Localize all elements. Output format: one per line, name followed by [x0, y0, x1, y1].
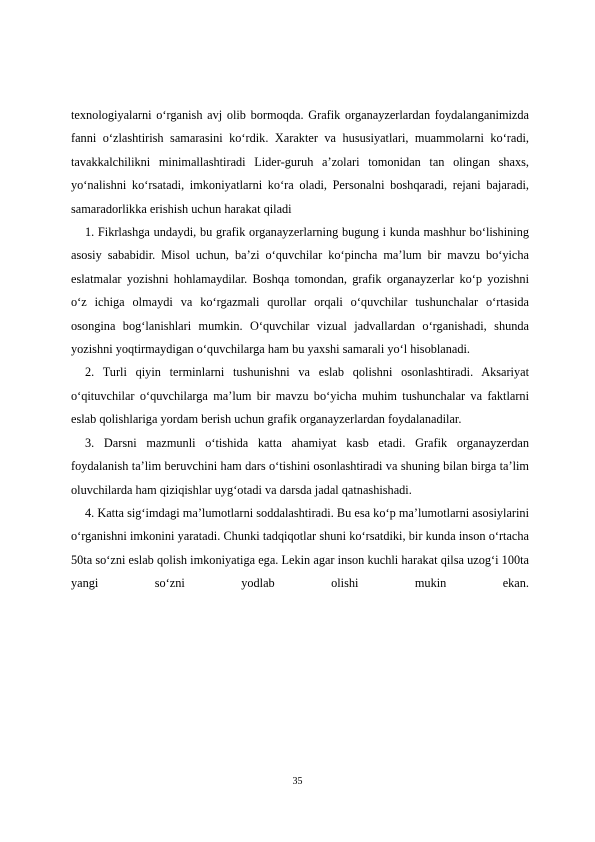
paragraph-intro: texnologiyalarni o‘rganish avj olib bormoqda. Grafik organayzerlardan foydalanganimizda fanni o‘zlashtirish samarasini ko‘rdik. Xarakter va hususiyatlari, muammolarni ko‘radi, tavakkalchilikni minimallashtiradi Lider-guruh a’zolari tomonidan tan olingan shaxs, yo‘nalishni ko‘rsatadi, imkoniyatlarni ko‘ra oladi, Personalni boshqaradi, rejani bajaradi, samaradorlikka erishish uchun harakat qiladi	[71, 108, 529, 216]
paragraph-item-3: 3. Darsni mazmunli o‘tishida katta ahamiyat kasb etadi. Grafik organayzerdan foydalanish ta’lim beruvchini ham dars o‘tishini osonlashtiradi va shuning bilan birga ta’lim oluvchilarda ham qiziqishlar uyg‘otadi va darsda jadal qatnashishadi.	[71, 435, 529, 497]
paragraph-item-2: 2. Turli qiyin terminlarni tushunishni va eslab qolishni osonlashtiradi. Aksariyat o‘qituvchilar o‘quvchilarga ma’lum bir mavzu bo‘yicha muhim tushunchalar va faktlarni eslab qolishlariga yordam berish uchun grafik organayzerlardan foydalanadilar.	[71, 365, 529, 427]
page-body	[71, 104, 529, 596]
page-number: 35	[292, 776, 303, 787]
paragraph-item-4: 4. Katta sig‘imdagi ma’lumotlarni soddalashtiradi. Bu esa ko‘p ma’lumotlarni asosiylarini o‘rganishni imkonini yaratadi. Chunki tadqiqotlar shuni ko‘rsatdiki, bir kunda inson o‘rtacha 50ta so‘zni eslab qolish imkoniyatiga ega. Lekin agar inson kuchli harakat qilsa uzog‘i 100ta yangi so‘zni yodlab olishi mukin ekan.	[71, 505, 529, 591]
paragraph-item-1: 1. Fikrlashga undaydi, bu grafik organayzerlarning bugung i kunda mashhur bo‘lishining asosiy sababidir. Misol uchun, ba’zi o‘quvchilar ko‘pincha ma’lum bir mavzu bo‘yicha eslatmalar yozishni hohlamaydilar. Boshqa tomondan, grafik organayzerlar ko‘p yozishni o‘z ichiga olmaydi va ko‘rgazmali qurollar orqali o‘quvchilar tushunchalar o‘rtasida osongina bog‘lanishlari mumkin. O‘quvchilar vizual jadvallardan o‘rganishadi, shunda yozishni yoqtirmaydigan o‘quvchilarga ham bu yaxshi samarali yo‘l hisoblanadi.	[71, 225, 529, 357]
